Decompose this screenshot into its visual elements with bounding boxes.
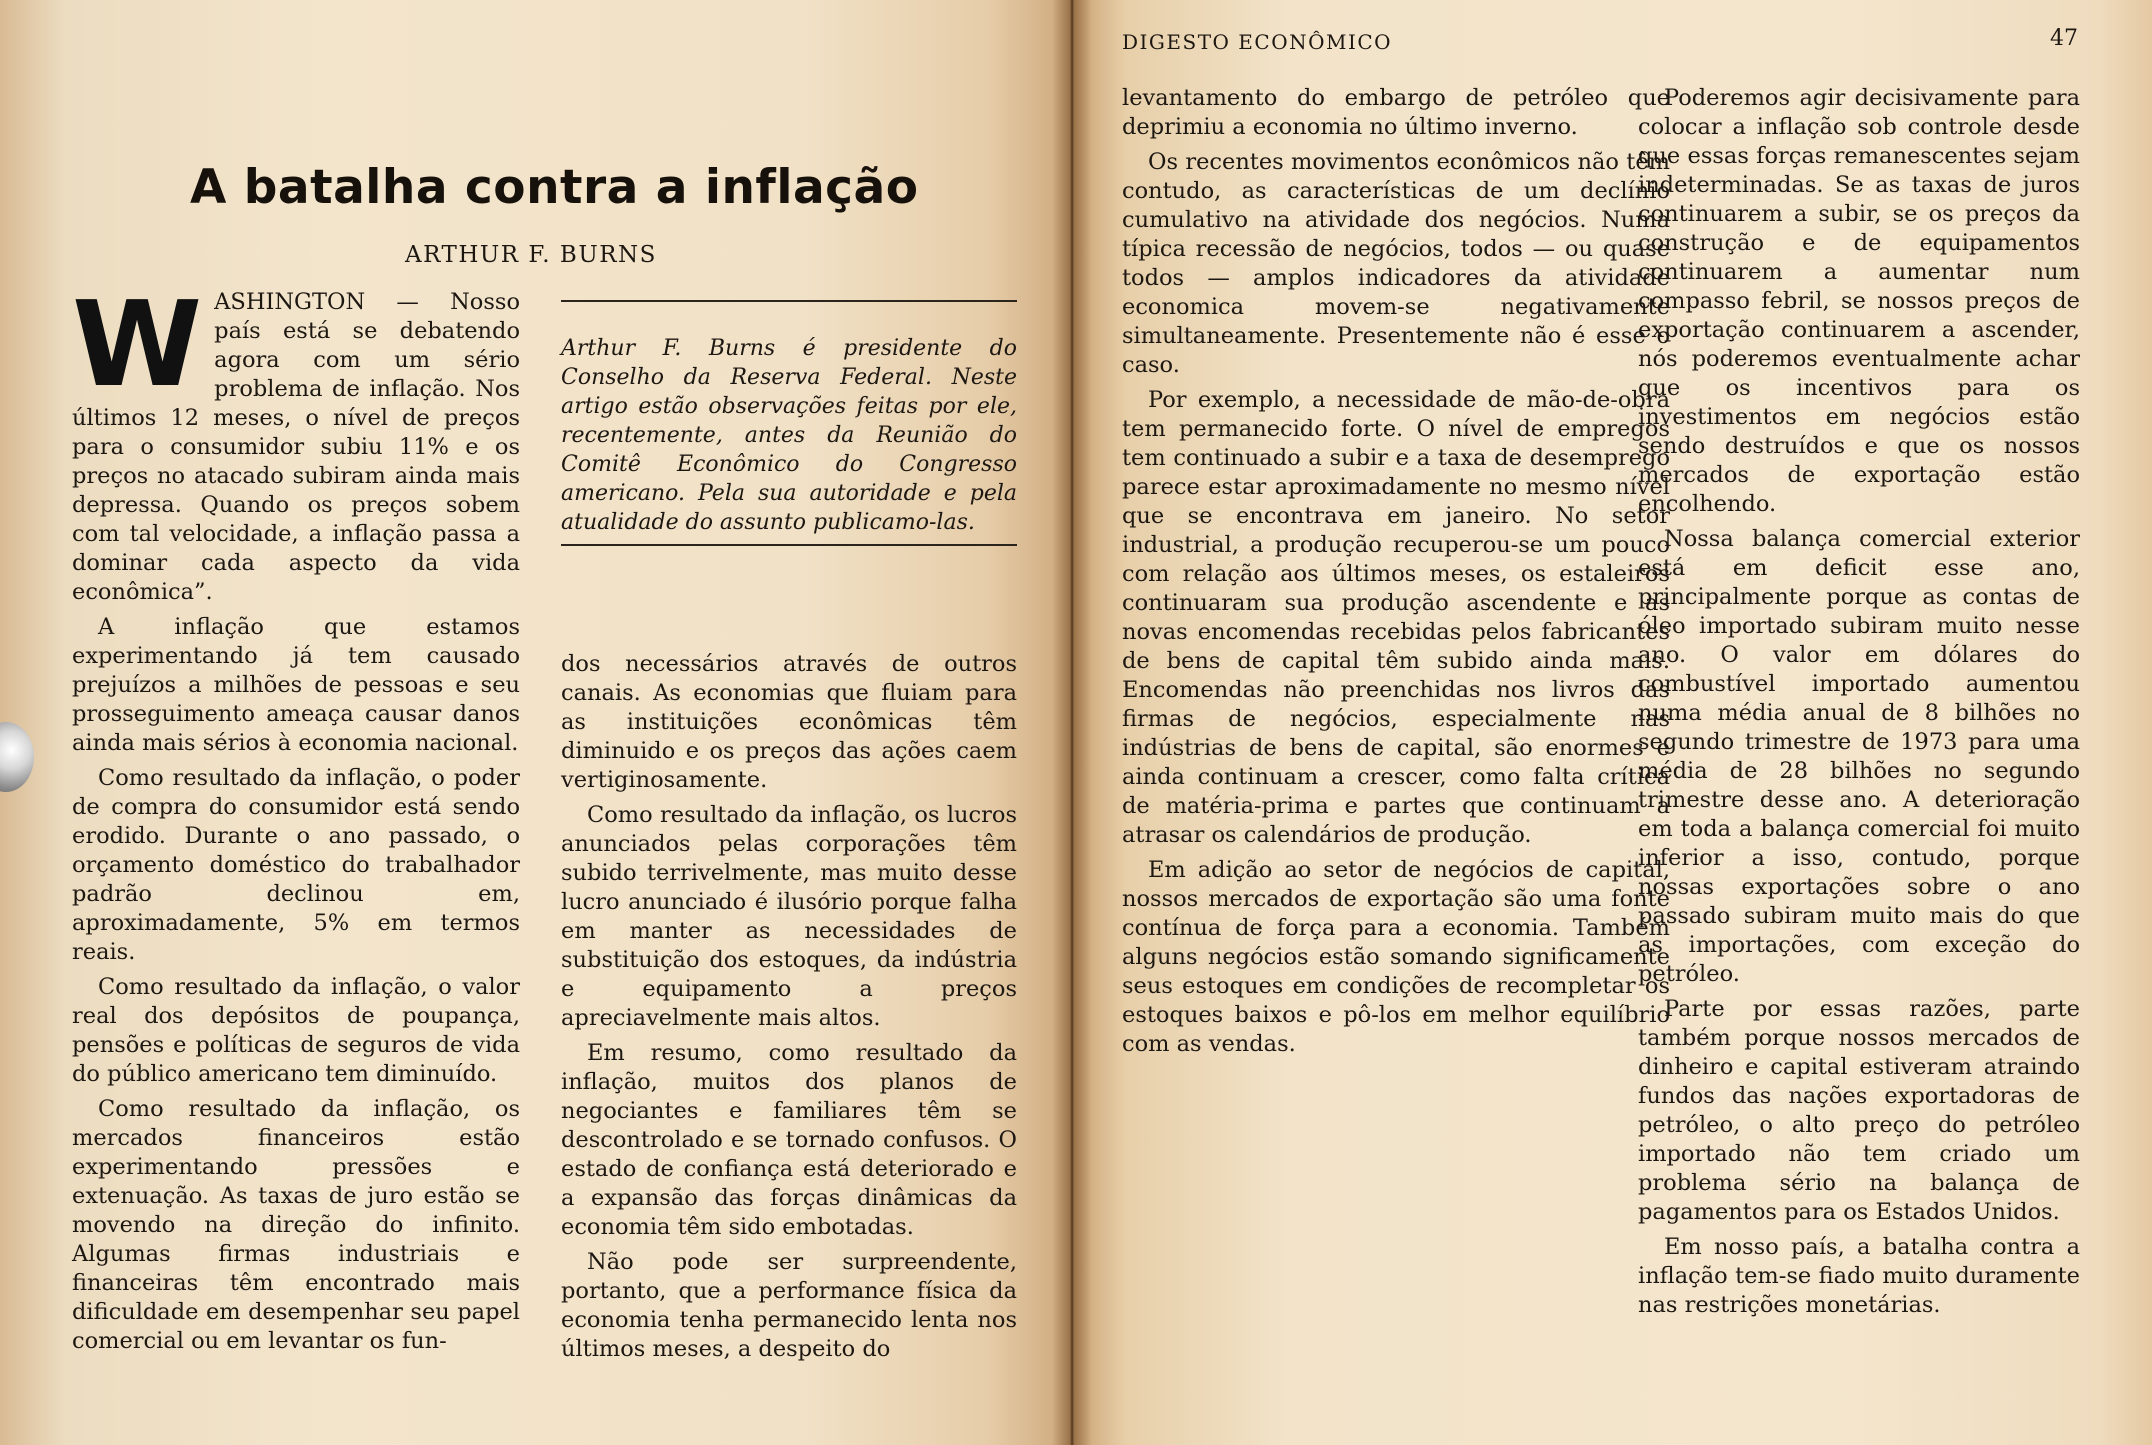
article-title: A batalha contra a inflação [190, 160, 919, 215]
drop-cap: W [72, 275, 203, 413]
right-column-1 [1122, 84, 1670, 1065]
right-column-2 [1638, 84, 2080, 1326]
left-column-1 [72, 275, 520, 1362]
left-page [0, 0, 1072, 1445]
binder-clip [0, 722, 34, 792]
article-author: ARTHUR F. BURNS [405, 242, 657, 268]
paragraph: A inflação que estamos experimentando já tem causado prejuízos a milhões de pessoas e seu prosseguimento ameaça causar danos ainda mais sérios à economia nacional. [72, 614, 520, 756]
book-gutter [1052, 0, 1092, 1445]
intro-paragraph [72, 275, 520, 607]
paragraph: dos necessários através de outros canais. As economias que fluiam para as instituições econômicas têm diminuido e os preços das ações caem vertiginosamente. [561, 651, 1017, 793]
paragraph: Os recentes movimentos econômicos não têm contudo, as características de um declínio cumulativo na atividade dos negócios. Numa típica recessão de negócios, todos — ou quase todos — amplos indicadores da atividade economica movem-se negativamente simultaneamente. Presentemente não é esse o caso. [1122, 149, 1670, 378]
paragraph: Por exemplo, a necessidade de mão-de-obra tem permanecido forte. O nível de empregos tem continuado a subir e a taxa de desemprego parece estar aproximadamente no mesmo nível que se encontrava em janeiro. No setor industrial, a produção recuperou-se um pouco com relação aos últimos meses, os estaleiros continuaram sua produção ascendente e as novas encomendas recebidas pelos fabricantes de bens de capital têm subido ainda mais. Encomendas não preenchidas nos livros das firmas de negócios, especialmente nas indústrias de bens de capital, são enormes e ainda continuam a crescer, como falta crítica de matéria-prima e partes que continuam a atrasar os calendários de produção. [1122, 387, 1670, 848]
editor-note-box [561, 300, 1017, 546]
right-page [1072, 0, 2152, 1445]
paragraph: Como resultado da inflação, os lucros anunciados pelas corporações têm subido terrivelmente, mas muito desse lucro anunciado é ilusório porque falha em manter as necessidades de substituição dos estoques, da indústria e equipamento a preços apreciavelmente mais altos. [561, 802, 1017, 1031]
paragraph: Em resumo, como resultado da inflação, muitos dos planos de negociantes e familiares têm se descontrolado e se tornado confusos. O estado de confiança está deteriorado e a expansão das forças dinâmicas da economia têm sido embotadas. [561, 1040, 1017, 1240]
left-column-2 [561, 650, 1017, 1370]
intro-text: ASHINGTON — Nosso país está se debatendo agora com um sério problema de inflação. Nos últimos 12 meses, o nível de preços para o consumidor subiu 11% e os preços no atacado subiram ainda mais depressa. Quando os preços sobem com tal velocidade, a inflação passa a dominar cada aspecto da vida econômica”. [72, 289, 520, 605]
paragraph: Parte por essas razões, parte também porque nossos mercados de dinheiro e capital estiveram atraindo fundos das nações exportadoras de petróleo, o alto preço do petróleo importado não tem criado um problema sério na balança de pagamentos para os Estados Unidos. [1638, 996, 2080, 1225]
paragraph: levantamento do embargo de petróleo que deprimiu a economia no último inverno. [1122, 85, 1670, 140]
paragraph: Como resultado da inflação, os mercados financeiros estão experimentando pressões e extenuação. As taxas de juro estão se movendo na direção do infinito. Algumas firmas industriais e financeiras têm encontrado mais dificuldade em desempenhar seu papel comercial ou em levantar os fun- [72, 1096, 520, 1354]
paragraph: Nossa balança comercial exterior está em deficit esse ano, principalmente porque as contas de óleo importado subiram muito nesse ano. O valor em dólares do combustível importado aumentou numa média anual de 8 bilhões no segundo trimestre de 1973 para uma média de 28 bilhões no segundo trimestre desse ano. A deterioração em toda a balança comercial foi muito inferior a isso, contudo, porque nossas exportações sobre o ano passado subiram muito mais do que as importações, com exceção do petróleo. [1638, 526, 2080, 987]
paragraph: Não pode ser surpreendente, portanto, que a performance física da economia tenha permanecido lenta nos últimos meses, a despeito do [561, 1249, 1017, 1362]
editor-note: Arthur F. Burns é presidente do Conselho da Reserva Federal. Neste artigo estão observações feitas por ele, recentemente, antes da Reunião do Comitê Econômico do Congresso americano. Pela sua autoridade e pela atualidade do assunto publicamo-las. [561, 336, 1017, 535]
paragraph: Como resultado da inflação, o poder de compra do consumidor está sendo erodido. Durante o ano passado, o orçamento doméstico do trabalhador padrão declinou em, aproximadamente, 5% em termos reais. [72, 765, 520, 965]
paragraph: Como resultado da inflação, o valor real dos depósitos de poupança, pensões e políticas de seguros de vida do público americano tem diminuído. [72, 974, 520, 1087]
paragraph: Em adição ao setor de negócios de capital, nossos mercados de exportação são uma fonte contínua de força para a economia. Também alguns negócios estão somando significamente seus estoques em condições de recompletar os estoques baixos e pô-los em melhor equilíbrio com as vendas. [1122, 857, 1670, 1057]
paragraph: Em nosso país, a batalha contra a inflação tem-se fiado muito duramente nas restrições monetárias. [1638, 1234, 2080, 1318]
page-number: 47 [2050, 26, 2078, 51]
running-head: DIGESTO ECONÔMICO [1122, 30, 1393, 54]
paragraph: Poderemos agir decisivamente para colocar a inflação sob controle desde que essas forças remanescentes sejam indeterminadas. Se as taxas de juros continuarem a subir, se os preços da construção e de equipamentos continuarem a aumentar num compasso febril, se nossos preços de exportação continuarem a ascender, nós poderemos eventualmente achar que os incentivos para os investimentos em negócios estão sendo destruídos e que os nossos mercados de exportação estão encolhendo. [1638, 85, 2080, 517]
